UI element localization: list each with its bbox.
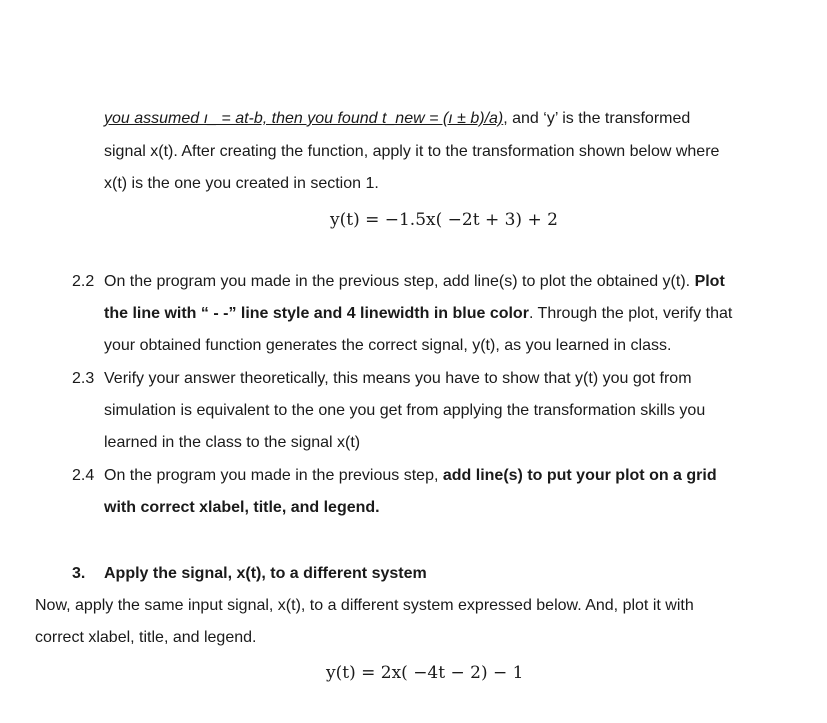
item-2-2-line-3-text: your obtained function generates the correct signal, y(t), as you learned in class. bbox=[104, 337, 672, 354]
equation-transformation: y(t) = −1.5x( −2t + 3) + 2 bbox=[330, 210, 558, 230]
equation-system-2: y(t) = 2x( −4t − 2) − 1 bbox=[326, 663, 524, 683]
item-2-3-line-2 bbox=[104, 401, 797, 421]
section-3-line-2-text: correct xlabel, title, and legend. bbox=[35, 629, 257, 646]
item-2-3-line-3 bbox=[104, 433, 360, 453]
item-2-4-line-1-bold: add line(s) to put your plot on a grid bbox=[442, 467, 717, 484]
intro-line-2 bbox=[104, 142, 797, 162]
item-2-2-line-3 bbox=[104, 336, 671, 356]
item-2-2-number: 2.2 bbox=[72, 273, 95, 290]
section-3-line-1 bbox=[35, 596, 797, 616]
intro-line-2-text: signal x(t). After creating the function, apply it to the transformation shown below where bbox=[104, 143, 720, 160]
item-2-2-line-2-rest: . Through the plot, verify that bbox=[528, 305, 733, 322]
section-3-line-1-text: Now, apply the same input signal, x(t), to a different system expressed below. And, plot it with bbox=[35, 597, 694, 614]
intro-line-3 bbox=[104, 174, 379, 194]
item-2-2-line-2 bbox=[104, 304, 797, 324]
item-2-3-line-3-text: learned in the class to the signal x(t) bbox=[104, 434, 361, 451]
item-2-3-line-1 bbox=[104, 369, 797, 389]
item-2-2-line-2-bold: the line with “ - -” line style and 4 linewidth in blue color bbox=[104, 305, 529, 322]
item-2-3-line-2-text: simulation is equivalent to the one you get from applying the transformation skills you bbox=[104, 402, 706, 419]
item-2-4-line-2-bold: with correct xlabel, title, and legend. bbox=[104, 499, 380, 516]
item-2-3-number: 2.3 bbox=[72, 370, 95, 387]
intro-line-1 bbox=[104, 109, 797, 129]
item-2-2-line-1-text: On the program you made in the previous step, add line(s) to plot the obtained y(t). bbox=[104, 273, 691, 290]
item-2-2-line-1-bold: Plot bbox=[694, 273, 725, 290]
item-2-4-line-1 bbox=[104, 466, 797, 486]
item-2-2-line-1 bbox=[104, 272, 797, 292]
section-3-heading: Apply the signal, x(t), to a different system bbox=[104, 565, 427, 582]
intro-line-1-rest: , and ‘y’ is the transformed bbox=[503, 110, 691, 127]
item-2-4-number: 2.4 bbox=[72, 467, 95, 484]
intro-assumption-text: you assumed ı_ = at-b, then you found t_new = (ı ± b)/a) bbox=[104, 110, 504, 127]
item-2-4-line-2 bbox=[104, 498, 380, 518]
item-2-3-line-1-text: Verify your answer theoretically, this means you have to show that y(t) you got from bbox=[104, 370, 692, 387]
intro-line-3-text: x(t) is the one you created in section 1. bbox=[104, 175, 379, 192]
item-2-4-line-1-text: On the program you made in the previous step, bbox=[104, 467, 439, 484]
section-3-line-2 bbox=[35, 628, 256, 648]
section-3-number: 3. bbox=[72, 565, 86, 582]
